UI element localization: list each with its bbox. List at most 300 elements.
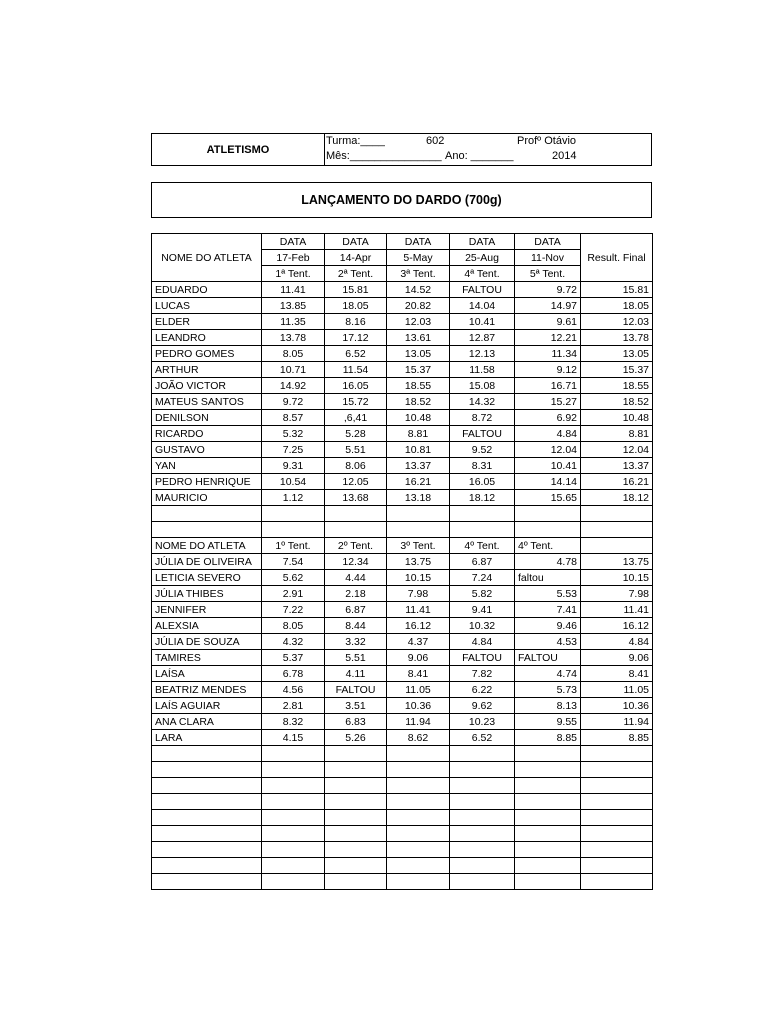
month-label: Mês:_______________ xyxy=(326,150,442,162)
attempt-value: 9.41 xyxy=(450,602,515,618)
athlete-name: MATEUS SANTOS xyxy=(152,394,262,410)
attempt-value: 8.44 xyxy=(325,618,387,634)
empty-cell xyxy=(515,522,581,538)
attempt-value: 14.52 xyxy=(387,282,450,298)
attempt-value: 18.52 xyxy=(387,394,450,410)
attempt-value: 7.25 xyxy=(262,442,325,458)
athlete-row-girls xyxy=(152,618,653,634)
athlete-row xyxy=(152,362,653,378)
attempt-value: 10.48 xyxy=(387,410,450,426)
attempt-header: 5ª Tent. xyxy=(515,266,581,282)
attempt-value: 10.41 xyxy=(515,458,581,474)
final-result: 8.41 xyxy=(581,666,653,682)
attempt-value: 8.62 xyxy=(387,730,450,746)
empty-cell xyxy=(450,810,515,826)
empty-cell xyxy=(325,826,387,842)
attempt-value: 5.53 xyxy=(515,586,581,602)
empty-cell xyxy=(515,810,581,826)
final-result: 16.21 xyxy=(581,474,653,490)
attempt-value: FALTOU xyxy=(325,682,387,698)
attempt-value: 14.97 xyxy=(515,298,581,314)
empty-cell xyxy=(450,762,515,778)
attempt-value: 4.56 xyxy=(262,682,325,698)
attempt-value: 4.44 xyxy=(325,570,387,586)
athlete-name: YAN xyxy=(152,458,262,474)
empty-cell xyxy=(325,842,387,858)
empty-cell xyxy=(152,522,262,538)
athlete-name: RICARDO xyxy=(152,426,262,442)
attempt-value: 13.61 xyxy=(387,330,450,346)
attempt-value: 18.05 xyxy=(325,298,387,314)
sport-title: ATLETISMO xyxy=(152,134,325,165)
final-result: 13.75 xyxy=(581,554,653,570)
athlete-row xyxy=(152,442,653,458)
attempt-value: 9.46 xyxy=(515,618,581,634)
empty-cell xyxy=(262,794,325,810)
attempt-value: 9.12 xyxy=(515,362,581,378)
attempt-value: 6.52 xyxy=(450,730,515,746)
attempt-value: 14.92 xyxy=(262,378,325,394)
empty-cell xyxy=(581,506,653,522)
final-result: 10.15 xyxy=(581,570,653,586)
final-result: 15.81 xyxy=(581,282,653,298)
attempt-value: 15.08 xyxy=(450,378,515,394)
attempt-value: 14.32 xyxy=(450,394,515,410)
attempt-value: 3.32 xyxy=(325,634,387,650)
attempt-value: 8.32 xyxy=(262,714,325,730)
attempt-value: 8.72 xyxy=(450,410,515,426)
attempt-value: 16.71 xyxy=(515,378,581,394)
empty-row xyxy=(152,810,653,826)
athlete-row xyxy=(152,458,653,474)
empty-cell xyxy=(325,874,387,890)
attempt-value: FALTOU xyxy=(515,650,581,666)
attempt-value: 12.04 xyxy=(515,442,581,458)
empty-cell xyxy=(515,762,581,778)
athlete-name: JÚLIA DE SOUZA xyxy=(152,634,262,650)
empty-row xyxy=(152,522,653,538)
athlete-row xyxy=(152,346,653,362)
empty-cell xyxy=(262,778,325,794)
athlete-name: TAMIRES xyxy=(152,650,262,666)
athlete-name: LUCAS xyxy=(152,298,262,314)
attempt-header: 2ª Tent. xyxy=(325,266,387,282)
final-result: 11.94 xyxy=(581,714,653,730)
attempt-value: 8.41 xyxy=(387,666,450,682)
athlete-row xyxy=(152,490,653,506)
athlete-name: JOÃO VICTOR xyxy=(152,378,262,394)
empty-cell xyxy=(325,506,387,522)
empty-cell xyxy=(152,762,262,778)
attempt-value: 2.81 xyxy=(262,698,325,714)
athlete-name: LARA xyxy=(152,730,262,746)
attempt-value: 10.15 xyxy=(387,570,450,586)
attempt-value: 10.36 xyxy=(387,698,450,714)
final-result: 10.36 xyxy=(581,698,653,714)
athlete-name: LAÍS AGUIAR xyxy=(152,698,262,714)
empty-cell xyxy=(262,506,325,522)
athlete-row xyxy=(152,282,653,298)
attempt-value: 14.04 xyxy=(450,298,515,314)
attempt-value: 13.75 xyxy=(387,554,450,570)
empty-cell xyxy=(325,778,387,794)
attempt-value: 11.41 xyxy=(262,282,325,298)
attempt-value: 13.78 xyxy=(262,330,325,346)
attempt-value: 17.12 xyxy=(325,330,387,346)
empty-cell xyxy=(262,858,325,874)
final-result: 15.37 xyxy=(581,362,653,378)
attempt-value: 13.85 xyxy=(262,298,325,314)
attempt-header: 4º Tent. xyxy=(515,538,581,554)
attempt-value: 8.81 xyxy=(387,426,450,442)
attempt-value: 8.31 xyxy=(450,458,515,474)
empty-cell xyxy=(581,794,653,810)
final-header-empty xyxy=(581,538,653,554)
attempt-value: FALTOU xyxy=(450,282,515,298)
empty-cell xyxy=(152,874,262,890)
empty-cell xyxy=(450,826,515,842)
empty-row xyxy=(152,826,653,842)
final-result: 16.12 xyxy=(581,618,653,634)
attempt-value: 11.34 xyxy=(515,346,581,362)
teacher-name: Profº Otávio xyxy=(517,135,577,147)
attempt-value: 5.28 xyxy=(325,426,387,442)
attempt-value: 6.92 xyxy=(515,410,581,426)
empty-cell xyxy=(387,810,450,826)
attempt-value: 12.34 xyxy=(325,554,387,570)
athlete-row-girls xyxy=(152,666,653,682)
empty-cell xyxy=(262,762,325,778)
athlete-row-girls xyxy=(152,570,653,586)
attempt-value: 20.82 xyxy=(387,298,450,314)
year-label: Ano: _______ xyxy=(445,150,514,162)
attempt-value: 6.22 xyxy=(450,682,515,698)
empty-row xyxy=(152,842,653,858)
attempt-value: 11.41 xyxy=(387,602,450,618)
attempt-value: 6.87 xyxy=(325,602,387,618)
attempt-value: 12.87 xyxy=(450,330,515,346)
attempt-value: 15.72 xyxy=(325,394,387,410)
final-result: 8.81 xyxy=(581,426,653,442)
attempt-value: 1.12 xyxy=(262,490,325,506)
athlete-row-girls xyxy=(152,554,653,570)
attempt-header: 4º Tent. xyxy=(450,538,515,554)
attempt-value: 13.18 xyxy=(387,490,450,506)
empty-cell xyxy=(152,842,262,858)
attempt-value: 9.72 xyxy=(262,394,325,410)
athlete-name: ANA CLARA xyxy=(152,714,262,730)
attempt-value: 4.53 xyxy=(515,634,581,650)
empty-row xyxy=(152,794,653,810)
empty-cell xyxy=(387,746,450,762)
empty-cell xyxy=(325,810,387,826)
empty-cell xyxy=(387,842,450,858)
attempt-value: 2.18 xyxy=(325,586,387,602)
turma-value: 602 xyxy=(426,135,445,147)
athlete-name: LEANDRO xyxy=(152,330,262,346)
athlete-name: LETICIA SEVERO xyxy=(152,570,262,586)
attempt-value: 9.06 xyxy=(387,650,450,666)
empty-cell xyxy=(152,506,262,522)
attempt-value: 11.05 xyxy=(387,682,450,698)
attempt-value: 8.85 xyxy=(515,730,581,746)
athlete-name: JÚLIA DE OLIVEIRA xyxy=(152,554,262,570)
empty-cell xyxy=(515,842,581,858)
attempt-value: 8.06 xyxy=(325,458,387,474)
athlete-name: LAÍSA xyxy=(152,666,262,682)
empty-cell xyxy=(262,810,325,826)
attempt-header: 3º Tent. xyxy=(387,538,450,554)
attempt-value: 13.37 xyxy=(387,458,450,474)
final-result: 10.48 xyxy=(581,410,653,426)
attempt-value: 7.82 xyxy=(450,666,515,682)
athlete-row-girls xyxy=(152,730,653,746)
empty-cell xyxy=(325,858,387,874)
attempt-value: 15.65 xyxy=(515,490,581,506)
final-result: 8.85 xyxy=(581,730,653,746)
empty-cell xyxy=(450,506,515,522)
empty-cell xyxy=(387,778,450,794)
athlete-row xyxy=(152,314,653,330)
athlete-row xyxy=(152,426,653,442)
attempt-value: 9.31 xyxy=(262,458,325,474)
empty-cell xyxy=(387,762,450,778)
athlete-row-girls xyxy=(152,586,653,602)
empty-cell xyxy=(450,858,515,874)
empty-row xyxy=(152,762,653,778)
empty-cell xyxy=(515,778,581,794)
athlete-row xyxy=(152,330,653,346)
empty-cell xyxy=(387,794,450,810)
empty-cell xyxy=(325,746,387,762)
attempt-value: 4.11 xyxy=(325,666,387,682)
attempt-value: 4.84 xyxy=(450,634,515,650)
empty-cell xyxy=(515,826,581,842)
empty-cell xyxy=(515,858,581,874)
event-title: LANÇAMENTO DO DARDO (700g) xyxy=(151,182,652,218)
attempt-value: 4.15 xyxy=(262,730,325,746)
attempt-value: FALTOU xyxy=(450,650,515,666)
results-table xyxy=(151,233,653,890)
attempt-value: 8.05 xyxy=(262,346,325,362)
attempt-value: 9.61 xyxy=(515,314,581,330)
empty-cell xyxy=(152,746,262,762)
athlete-row xyxy=(152,378,653,394)
attempt-value: 5.73 xyxy=(515,682,581,698)
date-cell: 25-Aug xyxy=(450,250,515,266)
attempt-value: 10.71 xyxy=(262,362,325,378)
data-label: DATA xyxy=(325,234,387,250)
attempt-value: 7.24 xyxy=(450,570,515,586)
name-header: NOME DO ATLETA xyxy=(152,234,262,282)
empty-cell xyxy=(581,746,653,762)
empty-cell xyxy=(262,874,325,890)
empty-row xyxy=(152,874,653,890)
empty-row xyxy=(152,746,653,762)
final-result: 12.03 xyxy=(581,314,653,330)
athlete-row xyxy=(152,474,653,490)
attempt-value: 8.57 xyxy=(262,410,325,426)
empty-cell xyxy=(515,874,581,890)
athlete-name: ELDER xyxy=(152,314,262,330)
attempt-value: 5.26 xyxy=(325,730,387,746)
attempt-value: 6.78 xyxy=(262,666,325,682)
empty-cell xyxy=(262,842,325,858)
empty-cell xyxy=(450,522,515,538)
athlete-name: ALEXSIA xyxy=(152,618,262,634)
final-result: 11.41 xyxy=(581,602,653,618)
attempt-value: 7.41 xyxy=(515,602,581,618)
attempt-value: 14.14 xyxy=(515,474,581,490)
empty-cell xyxy=(450,746,515,762)
empty-cell xyxy=(325,794,387,810)
athlete-row-girls xyxy=(152,602,653,618)
athlete-name: BEATRIZ MENDES xyxy=(152,682,262,698)
attempt-value: 15.37 xyxy=(387,362,450,378)
attempt-value: 3.51 xyxy=(325,698,387,714)
athlete-name: JENNIFER xyxy=(152,602,262,618)
empty-cell xyxy=(152,826,262,842)
attempt-value: 5.82 xyxy=(450,586,515,602)
empty-cell xyxy=(581,778,653,794)
final-result: 12.04 xyxy=(581,442,653,458)
athlete-row xyxy=(152,394,653,410)
attempt-value: 12.13 xyxy=(450,346,515,362)
attempt-value: faltou xyxy=(515,570,581,586)
attempt-value: 10.32 xyxy=(450,618,515,634)
final-result: 11.05 xyxy=(581,682,653,698)
empty-cell xyxy=(581,522,653,538)
empty-row xyxy=(152,858,653,874)
attempt-value: 16.05 xyxy=(325,378,387,394)
attempt-value: 12.03 xyxy=(387,314,450,330)
attempt-value: 15.27 xyxy=(515,394,581,410)
attempt-value: 6.83 xyxy=(325,714,387,730)
attempt-value: 18.55 xyxy=(387,378,450,394)
attempt-value: 9.62 xyxy=(450,698,515,714)
attempt-value: 8.05 xyxy=(262,618,325,634)
attempt-value: 16.21 xyxy=(387,474,450,490)
empty-cell xyxy=(387,506,450,522)
final-result: 7.98 xyxy=(581,586,653,602)
attempt-value: 12.05 xyxy=(325,474,387,490)
athlete-name: ARTHUR xyxy=(152,362,262,378)
athlete-name: EDUARDO xyxy=(152,282,262,298)
attempt-value: 7.98 xyxy=(387,586,450,602)
final-header: Result. Final xyxy=(581,234,653,282)
attempt-value: 11.54 xyxy=(325,362,387,378)
empty-cell xyxy=(581,810,653,826)
header-box xyxy=(151,133,652,166)
girls-header-row xyxy=(152,538,653,554)
attempt-value: 13.05 xyxy=(387,346,450,362)
data-label: DATA xyxy=(450,234,515,250)
class-info xyxy=(326,134,651,165)
empty-cell xyxy=(152,778,262,794)
attempt-value: 18.12 xyxy=(450,490,515,506)
empty-cell xyxy=(450,778,515,794)
attempt-header: 3ª Tent. xyxy=(387,266,450,282)
empty-cell xyxy=(450,842,515,858)
empty-cell xyxy=(581,874,653,890)
attempt-header: 4ª Tent. xyxy=(450,266,515,282)
final-result: 18.52 xyxy=(581,394,653,410)
final-result: 13.37 xyxy=(581,458,653,474)
final-result: 4.84 xyxy=(581,634,653,650)
attempt-value: 5.37 xyxy=(262,650,325,666)
attempt-value: 9.55 xyxy=(515,714,581,730)
empty-cell xyxy=(450,874,515,890)
attempt-value: 10.54 xyxy=(262,474,325,490)
empty-cell xyxy=(387,826,450,842)
attempt-value: 8.16 xyxy=(325,314,387,330)
empty-cell xyxy=(387,858,450,874)
attempt-value: 15.81 xyxy=(325,282,387,298)
attempt-value: 11.94 xyxy=(387,714,450,730)
athlete-row-girls xyxy=(152,698,653,714)
athlete-name: JÚLIA THIBES xyxy=(152,586,262,602)
attempt-value: 4.84 xyxy=(515,426,581,442)
attempt-value: 4.78 xyxy=(515,554,581,570)
empty-cell xyxy=(152,794,262,810)
attempt-header: 1º Tent. xyxy=(262,538,325,554)
athlete-name: PEDRO HENRIQUE xyxy=(152,474,262,490)
boys-header-row xyxy=(152,234,653,250)
empty-cell xyxy=(387,522,450,538)
empty-cell xyxy=(581,858,653,874)
name-header-girls: NOME DO ATLETA xyxy=(152,538,262,554)
empty-row xyxy=(152,506,653,522)
attempt-value: 5.32 xyxy=(262,426,325,442)
attempt-header: 1ª Tent. xyxy=(262,266,325,282)
empty-cell xyxy=(262,746,325,762)
empty-cell xyxy=(581,842,653,858)
turma-label: Turma:____ xyxy=(326,135,385,147)
attempt-value: FALTOU xyxy=(450,426,515,442)
attempt-value: 7.54 xyxy=(262,554,325,570)
date-cell: 17-Feb xyxy=(262,250,325,266)
attempt-value: 6.87 xyxy=(450,554,515,570)
attempt-value: 9.72 xyxy=(515,282,581,298)
final-result: 13.05 xyxy=(581,346,653,362)
empty-cell xyxy=(152,858,262,874)
athlete-row-girls xyxy=(152,634,653,650)
empty-cell xyxy=(515,506,581,522)
athlete-row xyxy=(152,410,653,426)
attempt-header: 2º Tent. xyxy=(325,538,387,554)
data-label: DATA xyxy=(262,234,325,250)
attempt-value: 6.52 xyxy=(325,346,387,362)
attempt-value: 5.62 xyxy=(262,570,325,586)
final-result: 18.55 xyxy=(581,378,653,394)
attempt-value: 11.35 xyxy=(262,314,325,330)
attempt-value: 5.51 xyxy=(325,650,387,666)
empty-cell xyxy=(581,762,653,778)
athlete-row-girls xyxy=(152,714,653,730)
attempt-value: 8.13 xyxy=(515,698,581,714)
empty-cell xyxy=(262,826,325,842)
attempt-value: 10.23 xyxy=(450,714,515,730)
attempt-value: 12.21 xyxy=(515,330,581,346)
empty-cell xyxy=(515,794,581,810)
empty-cell xyxy=(325,762,387,778)
athlete-row xyxy=(152,298,653,314)
attempt-value: 2.91 xyxy=(262,586,325,602)
attempt-value: 10.41 xyxy=(450,314,515,330)
empty-cell xyxy=(262,522,325,538)
attempt-value: 4.32 xyxy=(262,634,325,650)
athlete-row-girls xyxy=(152,650,653,666)
